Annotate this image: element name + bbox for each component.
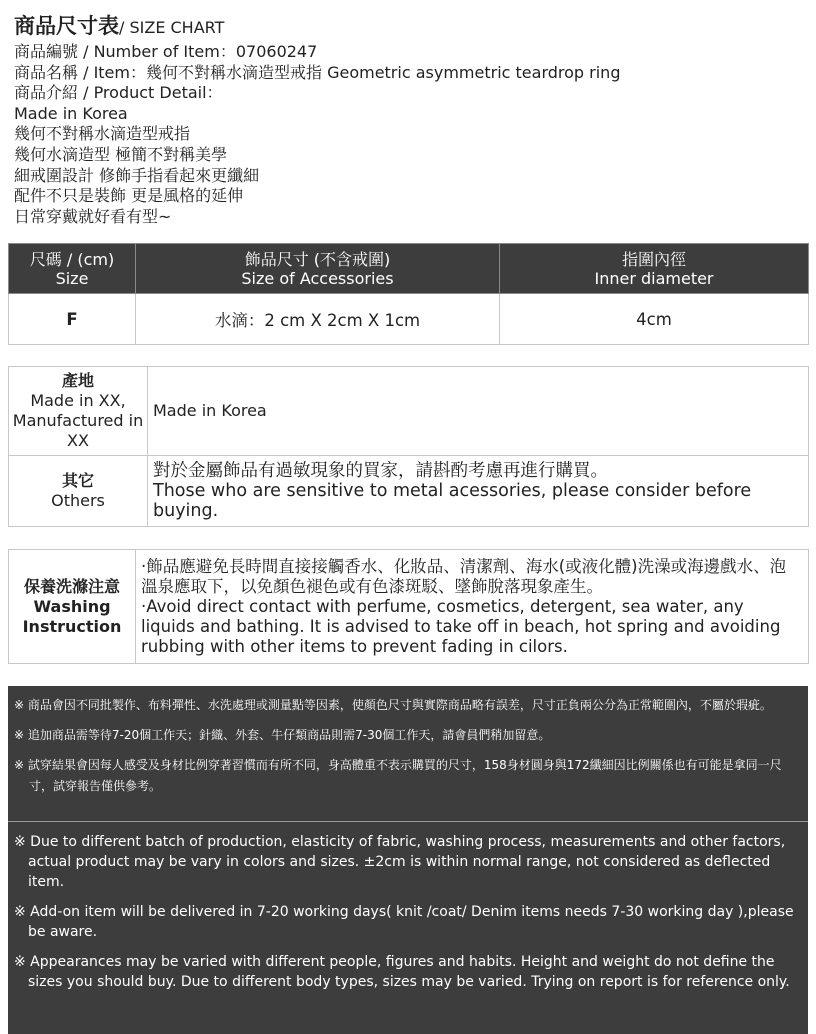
care-row: [9, 550, 809, 664]
others-label: 其它 Others: [9, 456, 148, 527]
detail-line: 幾何不對稱水滴造型戒指: [14, 124, 191, 144]
page-title: [14, 12, 804, 42]
notice-item: ※ Appearances may be varied with different people, figures and habits. Height and weight do not define the sizes you should buy. Due to different body types, sizes may be varied. Trying on report is for reference only.: [14, 954, 790, 990]
detail-line: 日常穿戴就好看有型~: [14, 206, 172, 226]
inner-diameter-value: 4cm: [500, 294, 809, 345]
size-table-header-row: [9, 244, 809, 294]
notice-item: ※ 試穿結果會因每人感受及身材比例穿著習慣而有所不同，身高體重不表示購買的尺寸，158身材圓身與172纖細因比例關係也有可能是拿同一尺寸，試穿報告僅供參考。: [14, 758, 782, 793]
notice-item: ※ Add-on item will be delivered in 7-20 working days( knit /coat/ Denim items needs 7-30 working day ),please be aware.: [14, 904, 794, 940]
origin-table: [8, 366, 809, 527]
notice-box: [8, 686, 808, 1034]
origin-label: 產地 Made in XX, Manufactured in XX: [9, 367, 148, 456]
care-table: [8, 549, 809, 664]
origin-value: Made in Korea: [148, 367, 809, 456]
size-value: F: [9, 294, 136, 345]
detail-line: 幾何水滴造型 極簡不對稱美學: [14, 144, 228, 164]
size-table: [8, 243, 809, 345]
notice-item: ※ Due to different batch of production, elasticity of fabric, washing process, measurements and other factors, actual product may be vary in colors and sizes. ±2cm is within normal range, not considered as deflected item.: [14, 834, 786, 890]
product-detail-label: 商品介紹 / Product Detail：: [14, 83, 223, 103]
item-number: 商品編號 / Number of Item：07060247: [14, 42, 318, 61]
care-label: 保養洗滌注意 Washing Instruction: [9, 550, 136, 664]
detail-line: 細戒圍設計 修飾手指看起來更纖細: [14, 165, 260, 185]
title-zh: 商品尺寸表: [14, 14, 119, 38]
notice-zh: [8, 686, 808, 821]
notice-en: [8, 822, 808, 992]
item-name: 商品名稱 / Item：幾何不對稱水滴造型戒指 Geometric asymmetric teardrop ring: [14, 62, 621, 82]
notice-item: ※ 商品會因不同批製作、布料彈性、水洗處理或測量點等因素，使顏色尺寸與實際商品略有誤差，尺寸正負兩公分為正常範圍內，不屬於瑕疵。: [14, 698, 772, 712]
origin-row: [9, 367, 809, 456]
others-value: 對於金屬飾品有過敏現象的買家，請斟酌考慮再進行購買。 Those who are sensitive to metal acessories, please consider before buying.: [148, 456, 809, 527]
table-row: [9, 294, 809, 345]
notice-item: ※ 追加商品需等待7-20個工作天；針織、外套、牛仔類商品則需7-30個工作天，請會員們稍加留意。: [14, 728, 551, 742]
detail-line: 配件不只是裝飾 更是風格的延伸: [14, 186, 244, 206]
accessory-size-value: 水滴：2 cm X 2cm X 1cm: [136, 294, 500, 345]
care-text: ·飾品應避免長時間直接接觸香水、化妝品、清潔劑、海水(或液化體)洗澡或海邊戲水、泡溫泉應取下，以免顏色褪色或有色漆斑駁、墜飾脫落現象產生。 ·Avoid direct contact with perfume, cosmetics, detergent, sea water, any liquids and bathing. It is advised to take off in beach, hot spring and avoiding rubbing with other items to prevent fading in cilors.: [136, 550, 809, 664]
product-header: [14, 12, 804, 227]
size-header: 尺碼 / (cm) Size: [9, 244, 136, 294]
title-en: / SIZE CHART: [119, 18, 225, 37]
others-row: [9, 456, 809, 527]
inner-diameter-header: 指圍內徑 Inner diameter: [500, 244, 809, 294]
detail-line: Made in Korea: [14, 103, 128, 123]
accessory-size-header: 飾品尺寸 (不含戒圍) Size of Accessories: [136, 244, 500, 294]
